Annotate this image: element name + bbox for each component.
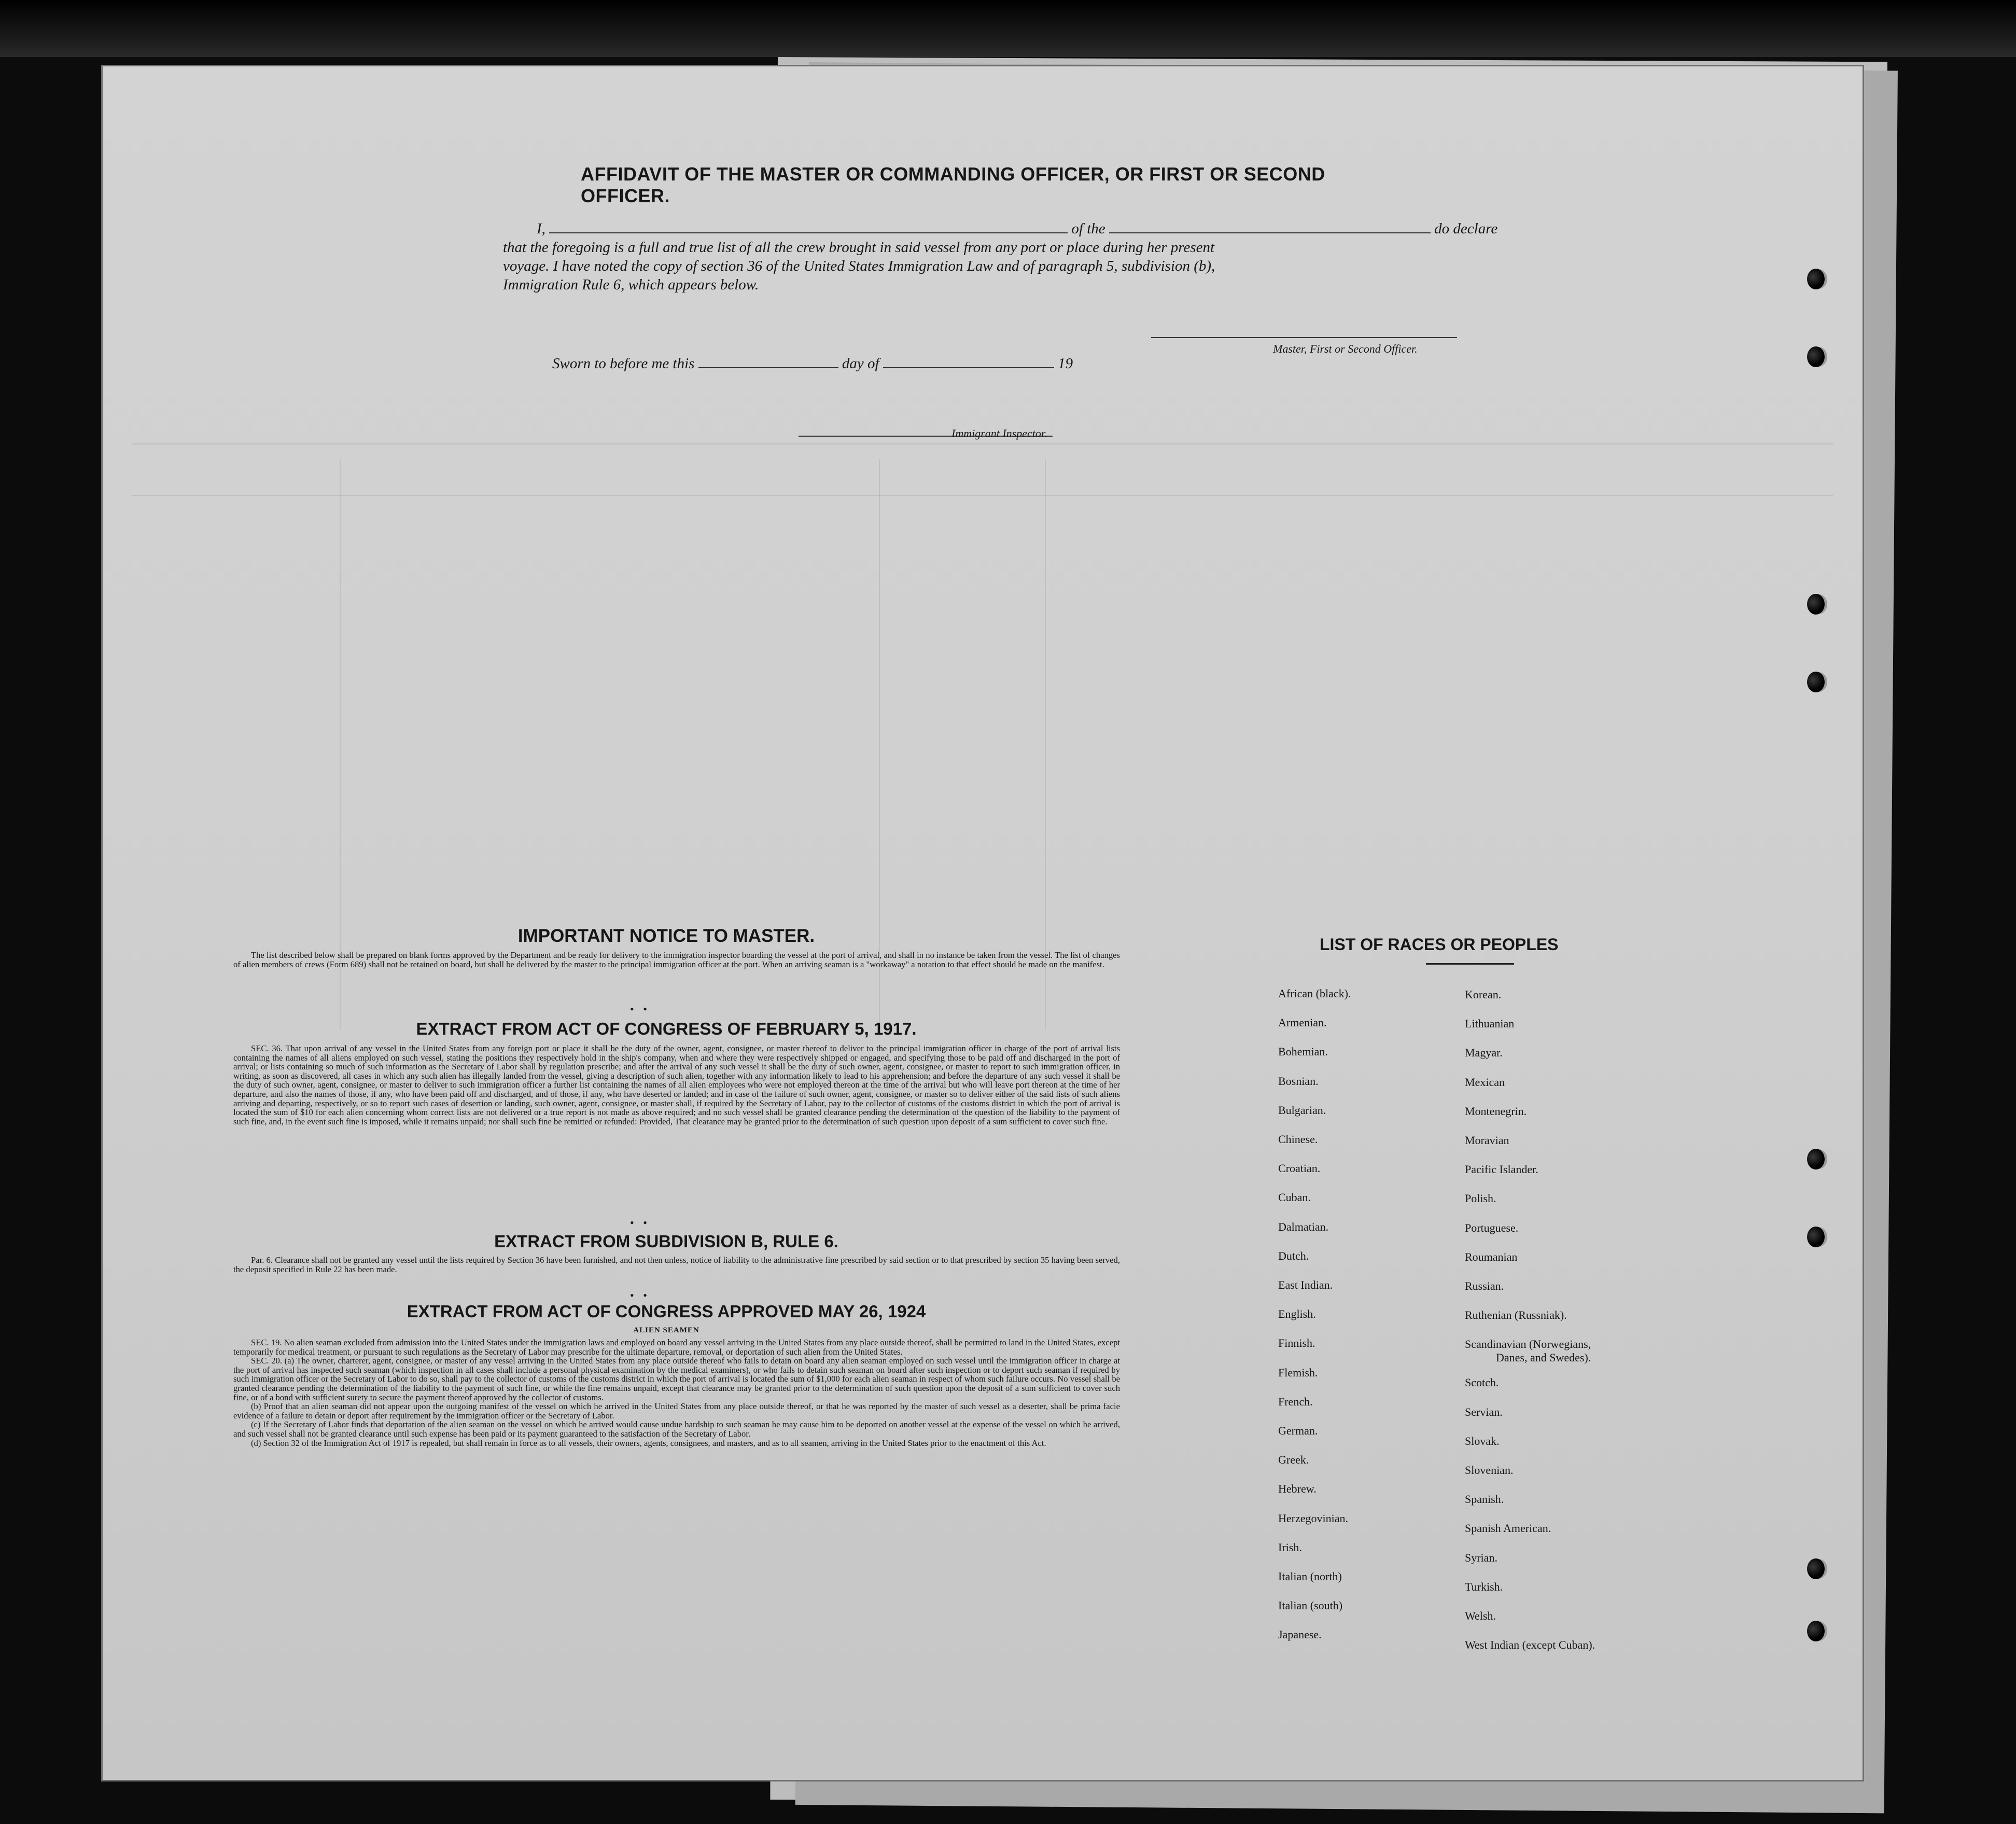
binder-hole-icon (1807, 269, 1825, 289)
race-entry: Mexican (1465, 1075, 1505, 1089)
race-entry: Pacific Islander. (1465, 1163, 1538, 1176)
race-entry: Italian (north) (1278, 1570, 1342, 1583)
extract-1917-title: EXTRACT FROM ACT OF CONGRESS OF FEBRUARY 5, 1917. (416, 1019, 917, 1038)
race-entry: Montenegrin. (1465, 1104, 1527, 1118)
race-entry: West Indian (except Cuban). (1465, 1638, 1595, 1652)
race-entry: Polish. (1465, 1192, 1496, 1205)
document-page (101, 65, 1864, 1781)
race-entry: Turkish. (1465, 1580, 1503, 1593)
extract-1924-text (233, 1338, 1120, 1447)
race-entry: Slovenian. (1465, 1464, 1514, 1477)
extract-1924-subtitle: ALIEN SEAMEN (633, 1326, 699, 1334)
race-entry: Welsh. (1465, 1609, 1496, 1622)
extract-1924-sec20b: (b) Proof that an alien seaman did not appear upon the outgoing manifest of the vessel on which he arrived in the United States from any place outside thereof, or that he was reported by the master of such vessel as a deserter, shall be prima facie evidence of a failure to detain or deport after requirement by the immigration officer or the Secretary of Labor. (233, 1401, 1120, 1421)
race-entry: Scotch. (1465, 1376, 1499, 1389)
binder-hole-icon (1807, 594, 1825, 615)
sworn-line (552, 355, 1073, 372)
extract-1924-title: EXTRACT FROM ACT OF CONGRESS APPROVED MAY 26, 1924 (407, 1302, 926, 1321)
binder-hole-icon (1807, 1149, 1825, 1169)
race-entry: Slovak. (1465, 1434, 1500, 1447)
races-title: LIST OF RACES OR PEOPLES (1320, 935, 1559, 954)
race-entry: Croatian. (1278, 1162, 1321, 1175)
race-entry: Italian (south) (1278, 1599, 1343, 1612)
sworn-label: Sworn to before me this (552, 355, 695, 372)
race-entry: French. (1278, 1395, 1313, 1408)
extract-1917-paragraph: SEC. 36. That upon arrival of any vessel in the United States from any foreign port or place it shall be the duty of the owner, agent, consignee, or master thereof to deliver to the principal immigration officer in charge of the port of arrival lists containing the names of all aliens employed on such vessel, stating the positions they respectively hold in the ship's company, when and where they were respectively shipped or engaged, and specifying those to be paid off and discharged in the port of arrival; or lists containing so much of such information as the Secretary of Labor shall by regulation prescribe; and after the arrival of any such vessel it shall be the duty of such owner, agent, consignee, or master to report to such immigration officer, in writing, as soon as discovered, all cases in which any such alien has illegally landed from the vessel, giving a description of such alien, together with any information likely to lead to his apprehension; and before the departure of any such vessel it shall be the duty of such owner, agent, consignee, or master to deliver to such immigration officer a further list containing the names of all alien employees who were not employed thereon at the time of the arrival but who will leave port thereon at the time of her departure, and also the names of those, if any, who have been paid off and discharged, and of those, if any, who have deserted or landed; and in case of the failure of such owner, agent, consignee, or master so to deliver either of the said lists of such aliens arriving and departing, respectively, or so to report such cases of desertion or landing, such owner, agent, consignee, or master shall, if required by the Secretary of Labor, pay to the collector of customs of the customs district in which the port of arrival is located the sum of $10 for each alien concerning whom correct lists are not delivered or a true report is not made as above required; and no such vessel shall be granted clearance pending the determination of the question of the liability to the payment of such fine, and, in the event such fine is imposed, while it remains unpaid; nor shall such fine be remitted or refunded: Provided, That clearance may be granted prior to the determination of such question upon deposit of a sum sufficient to cover such fine. (233, 1043, 1120, 1126)
notice-paragraph: The list described below shall be prepared on blank forms approved by the Department and be ready for delivery to the immigration inspector boarding the vessel at the port of arrival, and shall in no instance be taken from the vessel. The list of changes of alien members of crews (Form 689) shall not be retained on board, but shall be delivered by the master to the principal immigration officer at the port. When an arriving seaman is a "workaway" a notation to that effect should be made on the manifest. (233, 950, 1120, 969)
race-entry: Portuguese. (1465, 1221, 1519, 1234)
extract-1924-sec20c: (c) If the Secretary of Labor finds that deportation of the alien seaman on the vessel on which he arrived would cause undue hardship to such seaman he may cause him to be deported on another vessel at the expense of the vessel on which he arrived, and such vessel shall not be granted clearance until such expense has been paid or its payment guaranteed to the satisfaction of the Secretary of Labor. (233, 1419, 1120, 1439)
affidavit-declare: do declare (1434, 220, 1498, 237)
ornament: • • (630, 1002, 650, 1015)
race-entry: Magyar. (1465, 1046, 1503, 1060)
race-entry: Bosnian. (1278, 1074, 1319, 1088)
race-entry: Armenian. (1278, 1016, 1327, 1029)
subdivision-title: EXTRACT FROM SUBDIVISION B, RULE 6. (494, 1232, 838, 1251)
master-signature-line[interactable] (1151, 337, 1457, 338)
master-name-blank[interactable] (549, 232, 1068, 233)
extract-1924-sec20d: (d) Section 32 of the Immigration Act of 1917 is repealed, but shall remain in force as to all vessels, their owners, agents, consignees, and masters, and as to all seamen, arriving in the United States prior to the enactment of this Act. (251, 1438, 1046, 1448)
race-entry: English. (1278, 1307, 1316, 1321)
bleed-through-rule (132, 443, 1833, 444)
scan-border (0, 0, 2016, 57)
race-entry: Ruthenian (Russniak). (1465, 1308, 1567, 1322)
race-entry: Moravian (1465, 1134, 1509, 1147)
vessel-name-blank[interactable] (1109, 232, 1431, 233)
binder-hole-icon (1807, 1621, 1825, 1641)
inspector-label: Immigrant Inspector. (951, 427, 1047, 440)
affidavit-of-the: of the (1071, 220, 1105, 237)
notice-text (233, 951, 1120, 969)
race-entry: East Indian. (1278, 1278, 1333, 1291)
ornament: • • (630, 1289, 650, 1302)
race-entry: Dutch. (1278, 1249, 1309, 1262)
binder-hole-icon (1807, 1558, 1825, 1579)
affidavit-line-2: that the foregoing is a full and true list of all the crew brought in said vessel from any port or place during her present (503, 239, 1215, 256)
bleed-through-rule (132, 495, 1833, 496)
race-entry: Danes, and Swedes). (1496, 1351, 1591, 1364)
notice-title: IMPORTANT NOTICE TO MASTER. (517, 926, 815, 946)
race-entry: Korean. (1465, 988, 1502, 1001)
race-entry: Irish. (1278, 1540, 1302, 1554)
race-entry: Flemish. (1278, 1366, 1318, 1379)
race-entry: Finnish. (1278, 1336, 1315, 1350)
race-entry: Spanish American. (1465, 1522, 1551, 1535)
race-entry: Russian. (1465, 1279, 1504, 1292)
race-entry: Lithuanian (1465, 1017, 1515, 1031)
race-entry: Hebrew. (1278, 1482, 1317, 1496)
extract-1917-text (233, 1044, 1120, 1126)
day-of-label: day of (842, 355, 879, 372)
ornament: • • (630, 1216, 650, 1229)
subdivision-paragraph: Par. 6. Clearance shall not be granted any vessel until the lists required by Section 36 have been furnished, and not then unless, notice of liability to the administrative fine prescribed by said section or to that prescribed by section 35 having been served, the deposit specified in Rule 22 has been made. (233, 1255, 1120, 1274)
sworn-day-blank[interactable] (698, 367, 838, 368)
race-entry: Cuban. (1278, 1191, 1311, 1204)
races-title-rule (1426, 963, 1514, 965)
binder-hole-icon (1807, 1227, 1825, 1247)
race-entry: Servian. (1465, 1405, 1503, 1418)
race-entry: German. (1278, 1424, 1318, 1437)
extract-1924-sec20a: SEC. 20. (a) The owner, charterer, agent, consignee, or master of any vessel arriving in the United States from any place outside thereof who fails to detain on board any alien seaman employed on such vessel until the immigration officer in charge at the port of arrival has inspected such seaman (which inspection in all cases shall include a personal physical examination by the medical examiners), or who fails to detain such seaman on board after such inspection or to deport such seaman if required by such immigration officer or the Secretary of Labor to do so, shall pay to the collector of customs of the customs district in which the port of arrival is located the sum of $1,000 for each alien seaman in respect of whom such failure occurs. No vessel shall be granted clearance pending the determination of the liability to the payment of such fine, or while the fine remains unpaid, except that clearance may be granted prior to the determination of such question upon the deposit of a sum sufficient to cover such fine, or of a bond with sufficient surety to secure the payment thereof approved by the collector of customs. (233, 1356, 1120, 1402)
affidavit-line-4: Immigration Rule 6, which appears below. (503, 276, 759, 293)
affidavit-line-3: voyage. I have noted the copy of section 36 of the United States Immigration Law and of paragraph 5, subdivision (b), (503, 258, 1215, 274)
master-signature-label: Master, First or Second Officer. (1273, 342, 1418, 355)
race-entry: Bulgarian. (1278, 1103, 1326, 1117)
binder-hole-icon (1807, 672, 1825, 692)
race-entry: African (black). (1278, 987, 1351, 1000)
affidavit-title: AFFIDAVIT OF THE MASTER OR COMMANDING OFFICER, OR FIRST OR SECOND OFFICER. (581, 163, 1325, 206)
year-label: 19 (1058, 355, 1073, 372)
race-entry: Chinese. (1278, 1133, 1318, 1146)
affidavit-i: I, (537, 220, 545, 237)
binder-hole-icon (1807, 346, 1825, 367)
race-entry: Syrian. (1465, 1551, 1497, 1564)
extract-1924-sec19: SEC. 19. No alien seaman excluded from admission into the United States under the immigration laws and employed on board any vessel arriving in the United States from any place outside thereof, shall be permitted to land in the United States, except temporarily for medical treatment, or pursuant to such regulations as the Secretary of Labor may prescribe for the ultimate departure, removal, or deportation of such alien from the United States. (233, 1338, 1120, 1357)
race-entry: Bohemian. (1278, 1045, 1328, 1059)
race-entry: Scandinavian (Norwegians, (1465, 1338, 1591, 1351)
affidavit-line-1 (537, 220, 1677, 238)
race-entry: Greek. (1278, 1453, 1309, 1467)
race-entry: Herzegovinian. (1278, 1511, 1348, 1525)
subdivision-text (233, 1256, 1120, 1274)
race-entry: Spanish. (1465, 1493, 1504, 1506)
race-entry: Roumanian (1465, 1250, 1518, 1263)
race-entry: Dalmatian. (1278, 1220, 1329, 1233)
sworn-month-blank[interactable] (883, 367, 1054, 368)
race-entry: Japanese. (1278, 1628, 1322, 1641)
